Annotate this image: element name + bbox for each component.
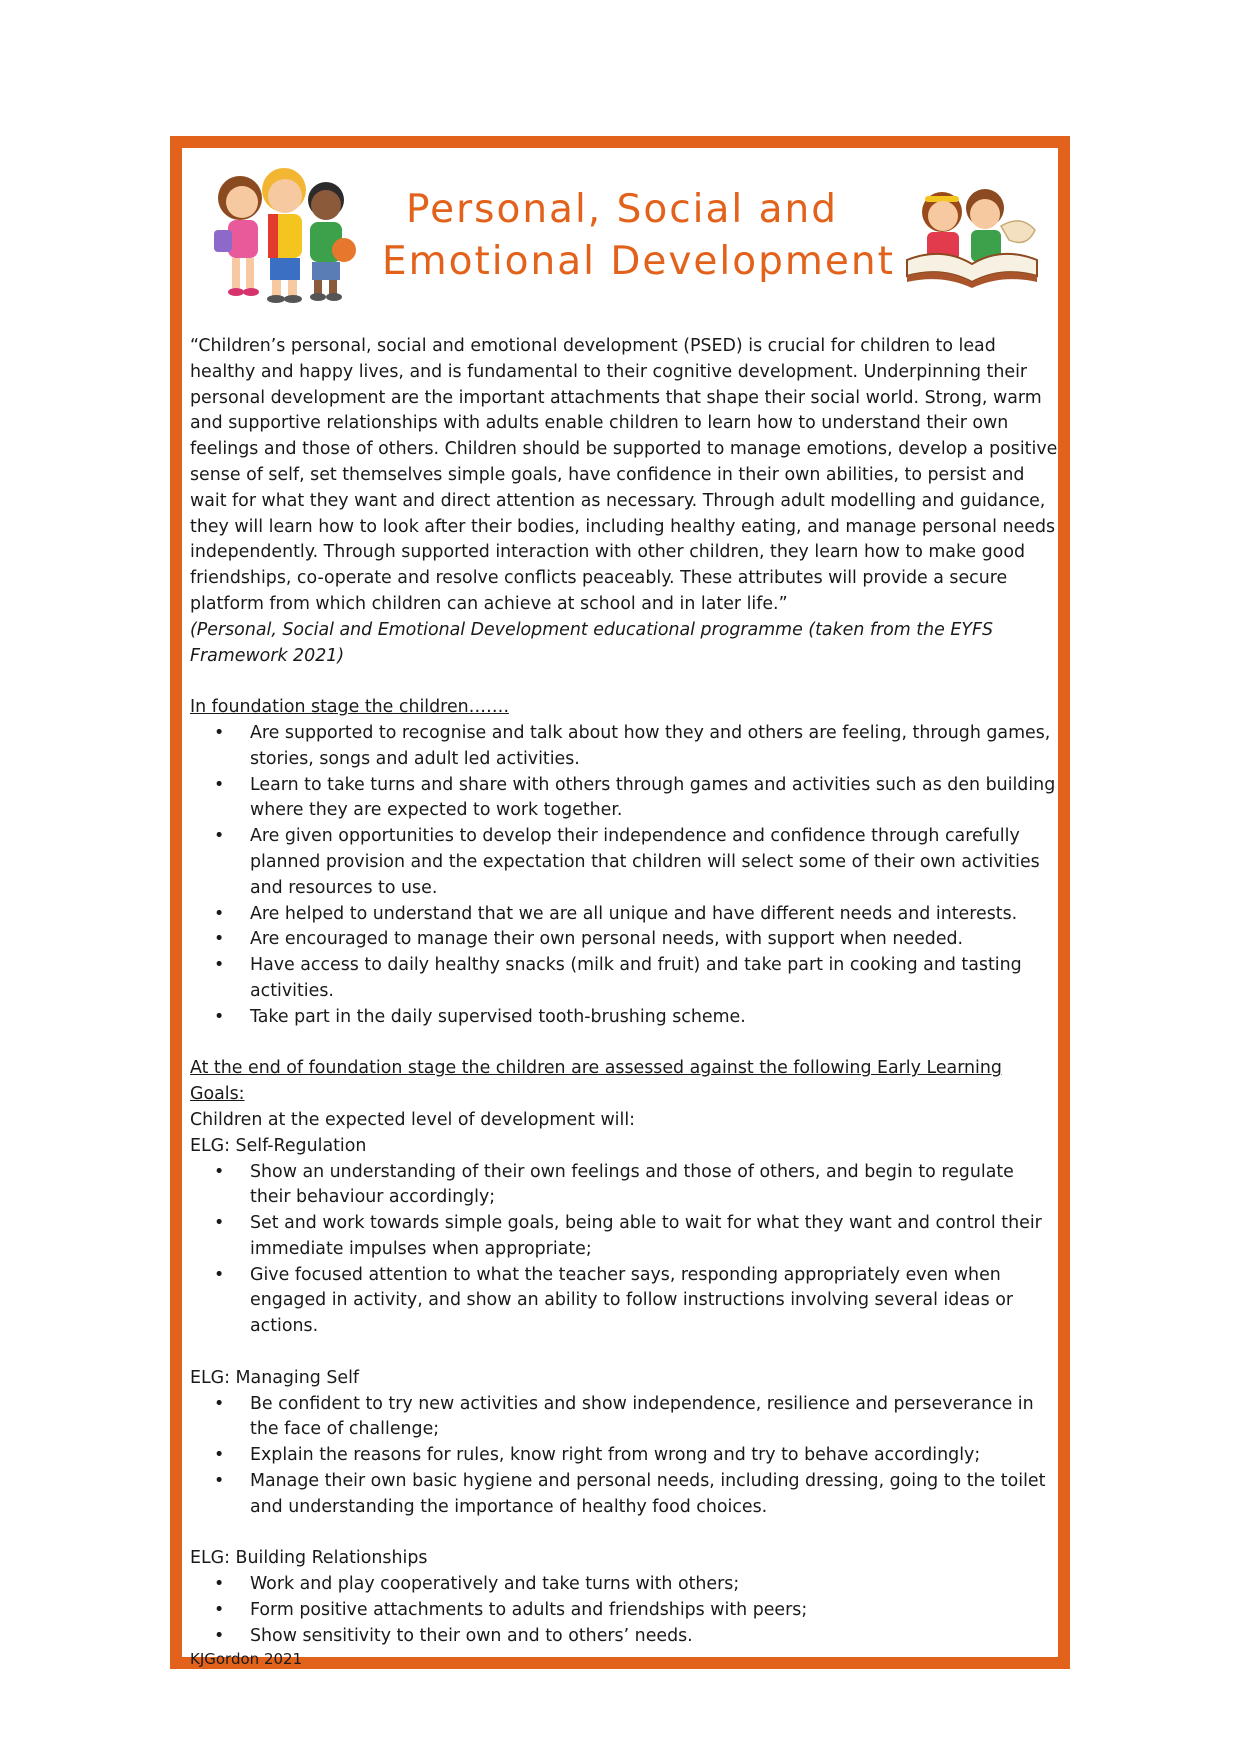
page-frame	[170, 136, 1070, 1669]
list-item: • Are helped to understand that we are all unique and have different needs and interests.	[190, 902, 1060, 928]
list-item: • Have access to daily healthy snacks (milk and fruit) and take part in cooking and tasting activities.	[190, 953, 1060, 1005]
list-item: • Learn to take turns and share with others through games and activities such as den building where they are expected to work together.	[190, 773, 1060, 825]
list-item: • Are supported to recognise and talk about how they and others are feeling, through games, stories, songs and adult led activities.	[190, 721, 1060, 773]
assessment-subheading: Children at the expected level of development will:	[190, 1109, 636, 1130]
elg-building-relationships-heading: ELG: Building Relationships	[190, 1548, 428, 1569]
intro-quote: “Children’s personal, social and emotional development (PSED) is crucial for children to lead healthy and happy lives, and is fundamental to their cognitive development. Underpinning their personal development are the important attachments that shape their social world. Strong, warm and supportive relationships with adults enable children to learn how to understand their own feelings and those of others. Children should be supported to manage emotions, develop a positive sense of self, set themselves simple goals, have confidence in their own abilities, to persist and wait for what they want and direct attention as necessary. Through adult modelling and guidance, they will learn how to look after their bodies, including healthy eating, and manage personal needs independently. Through supported interaction with other children, they learn how to make good friendships, co-operate and resolve conflicts peaceably. These attributes will provide a secure platform from which children can achieve at school and in later life.”	[190, 336, 1058, 614]
intro-source: (Personal, Social and Emotional Development educational programme (taken from the EYFS Framework 2021)	[190, 619, 993, 666]
list-item: • Explain the reasons for rules, know right from wrong and try to behave accordingly;	[190, 1443, 1060, 1469]
foundation-list	[190, 721, 1060, 1031]
foundation-heading: In foundation stage the children…….	[190, 697, 509, 718]
list-item: • Work and play cooperatively and take turns with others;	[190, 1572, 1060, 1598]
elg-building-relationships-list	[190, 1572, 1060, 1649]
list-item: • Set and work towards simple goals, being able to wait for what they want and control their immediate impulses when appropriate;	[190, 1211, 1060, 1263]
children-walking-illustration	[202, 158, 362, 308]
assessment-heading: At the end of foundation stage the children are assessed against the following Early Learning Goals:	[190, 1058, 1002, 1105]
elg-self-regulation-heading: ELG: Self-Regulation	[190, 1135, 367, 1156]
elg-managing-self-list	[190, 1392, 1060, 1521]
list-item: • Are given opportunities to develop their independence and confidence through carefully planned provision and the expectation that children will select some of their own activities and resources to use.	[190, 824, 1060, 901]
list-item: • Be confident to try new activities and show independence, resilience and perseverance in the face of challenge;	[190, 1392, 1060, 1444]
content	[190, 334, 1060, 1668]
list-item: • Show sensitivity to their own and to others’ needs.	[190, 1624, 1060, 1650]
list-item: • Take part in the daily supervised tooth-brushing scheme.	[190, 1005, 1060, 1031]
page-title	[382, 184, 895, 288]
footer-author: KJGordon 2021	[190, 1649, 303, 1668]
list-item: • Form positive attachments to adults and friendships with peers;	[190, 1598, 1060, 1624]
elg-self-regulation-list	[190, 1160, 1060, 1341]
children-reading-illustration	[897, 178, 1047, 293]
list-item: • Manage their own basic hygiene and personal needs, including dressing, going to the toilet and understanding the importance of healthy food choices.	[190, 1469, 1060, 1521]
elg-managing-self-heading: ELG: Managing Self	[190, 1367, 360, 1388]
title-line-1: Personal, Social and	[406, 187, 838, 232]
list-item: • Show an understanding of their own feelings and those of others, and begin to regulate their behaviour accordingly;	[190, 1160, 1060, 1212]
header	[182, 148, 1058, 318]
list-item: • Give focused attention to what the teacher says, responding appropriately even when engaged in activity, and show an ability to follow instructions involving several ideas or actions.	[190, 1263, 1060, 1340]
list-item: • Are encouraged to manage their own personal needs, with support when needed.	[190, 927, 1060, 953]
title-line-2: Emotional Development	[382, 239, 895, 284]
